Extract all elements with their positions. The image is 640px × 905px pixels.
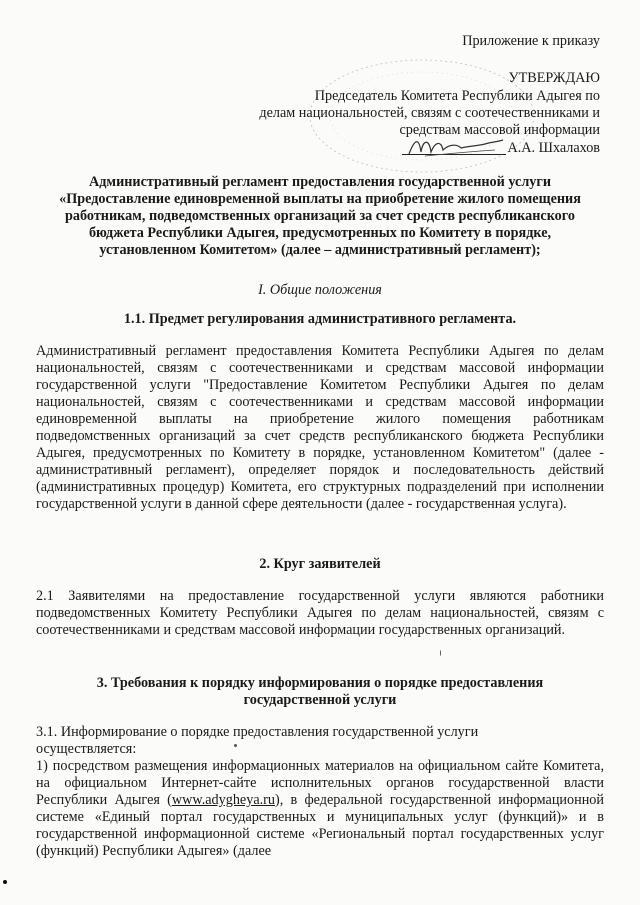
section-2-heading: 2. Круг заявителей bbox=[259, 556, 381, 572]
section-3-p2-text-a: 1) посредством размещения информационных материалов на официальном сайте Комитета, на официальном Интернет-сайте исполнительных органов государственной власти Республики Адыгея ( bbox=[36, 758, 604, 808]
approver-line-2: делам национальностей, связям с соотечественниками и bbox=[259, 105, 600, 121]
section-2-paragraph: 2.1 Заявителями на предоставление государственной услуги являются работники подведомственных Комитету Республики Адыгея по делам национальностей, связям с соотечественниками и средствам массовой информации государственных организаций. bbox=[36, 588, 604, 638]
title-line-4: бюджета Республики Адыгея, предусмотренных по Комитету в порядке, bbox=[88, 225, 552, 241]
scan-speck bbox=[3, 880, 7, 884]
adygheya-link[interactable]: www.adygheya.ru bbox=[171, 792, 275, 808]
section-1-paragraph: Административный регламент предоставления Комитета Республики Адыгея по делам национальностей, связям с соотечественниками и средствам массовой информации государственной услуги "Предоставление Комитетом Республики Адыгея по делам национальностей, связям с соотечественниками и средствам массовой информации единовременной выплаты на приобретение жилого помещения работникам подведомственных организаций за счет средств республиканского бюджета Республики Адыгея, предусмотренных по Комитету в порядке, установленном Комитетом" (далее - административный регламент), определяет порядок и последовательность действий (административных процедур) Комитета, его структурных подразделений при исполнении государственной услуги в данной сфере деятельности (далее - государственная услуга). bbox=[36, 343, 604, 512]
title-line-2: «Предоставление единовременной выплаты на приобретение жилого помещения bbox=[59, 191, 581, 207]
section-3-p2-text-b: ), в федеральной государственной информационной системе «Единый портал государственных и муниципальных услуг (функций)» и в государственной информационной системе «Региональный портал государственных услуг (функций) Республики Адыгея» (далее bbox=[36, 792, 604, 859]
signer-name: А.А. Шхалахов bbox=[507, 140, 600, 156]
appendix-note: Приложение к приказу bbox=[462, 33, 600, 49]
section-3-p1-line-2: осуществляется: bbox=[36, 741, 137, 757]
title-line-3: работникам, подведомственных организаций за счет средств республиканского bbox=[65, 208, 575, 224]
scan-speck bbox=[440, 650, 441, 656]
title-line-1: Административный регламент предоставления государственной услуги bbox=[88, 174, 551, 190]
approver-line-1: Председатель Комитета Республики Адыгея по bbox=[314, 88, 600, 104]
section-3-p1-line-1: 3.1. Информирование о порядке предоставления государственной услуги bbox=[36, 724, 479, 740]
section-3-heading-line-2: государственной услуги bbox=[243, 692, 397, 708]
title-line-5: установленном Комитетом» (далее – административный регламент); bbox=[99, 242, 541, 258]
approver-line-3: средствам массовой информации bbox=[399, 122, 600, 138]
approval-heading: УТВЕРЖДАЮ bbox=[508, 70, 600, 86]
section-3-heading-line-1: 3. Требования к порядку информирования о порядке предоставления bbox=[96, 675, 544, 691]
scan-speck bbox=[234, 744, 237, 747]
section-1-heading: I. Общие положения bbox=[258, 282, 382, 298]
section-1-subheading: 1.1. Предмет регулирования административного регламента. bbox=[123, 311, 517, 327]
section-3-p2 bbox=[36, 758, 604, 860]
